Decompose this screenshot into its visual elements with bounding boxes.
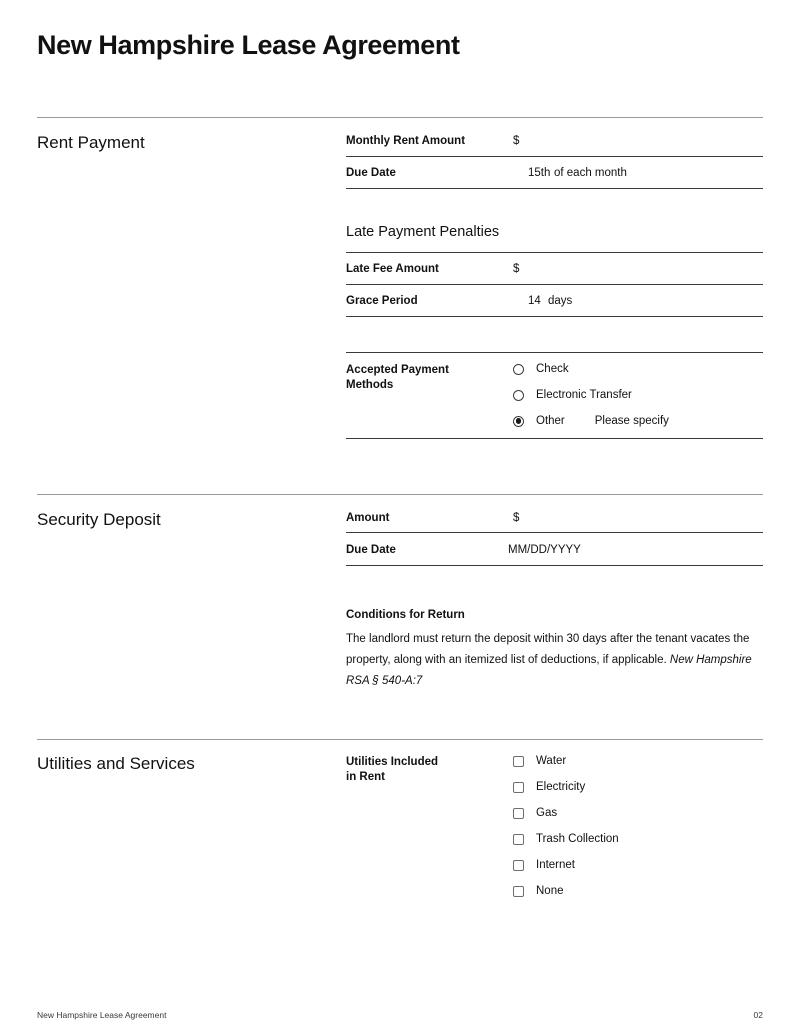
field-label-monthly-rent-amount: Monthly Rent Amount bbox=[346, 135, 466, 147]
radio-option-other[interactable] bbox=[513, 415, 669, 427]
radio-option-electronic-transfer[interactable] bbox=[513, 389, 632, 401]
field-label-utilities-included-line1: Utilities Included bbox=[346, 756, 439, 768]
checkbox-label-water: Water bbox=[536, 755, 567, 767]
section-divider-rent-payment bbox=[37, 117, 763, 118]
checkbox-option-internet[interactable] bbox=[513, 859, 575, 871]
field-underline-late-fee-amount bbox=[346, 284, 763, 285]
checkbox-icon-internet[interactable] bbox=[513, 860, 524, 871]
section-divider-utilities bbox=[37, 739, 763, 740]
field-value-deposit-amount[interactable]: $ bbox=[513, 512, 520, 524]
checkbox-option-none[interactable] bbox=[513, 885, 564, 897]
checkbox-option-electricity[interactable] bbox=[513, 781, 585, 793]
checkbox-icon-none[interactable] bbox=[513, 886, 524, 897]
page-title: New Hampshire Lease Agreement bbox=[37, 30, 460, 60]
checkbox-icon-electricity[interactable] bbox=[513, 782, 524, 793]
checkbox-icon-water[interactable] bbox=[513, 756, 524, 767]
field-underline-monthly-rent-amount bbox=[346, 156, 763, 157]
field-label-grace-period: Grace Period bbox=[346, 295, 418, 307]
checkbox-label-gas: Gas bbox=[536, 807, 558, 819]
conditions-statute-citation: New Hampshire RSA § 540-A:7 bbox=[346, 654, 752, 687]
checkbox-option-trash-collection[interactable] bbox=[513, 833, 619, 845]
field-label-accepted-payment-methods-line1: Accepted Payment bbox=[346, 364, 449, 376]
field-underline-deposit-amount bbox=[346, 532, 763, 533]
checkbox-icon-trash-collection[interactable] bbox=[513, 834, 524, 845]
field-value-rent-due-date[interactable]: 15th bbox=[528, 167, 551, 179]
subheading-late-payment-penalties: Late Payment Penalties bbox=[346, 224, 500, 240]
radio-option-check[interactable] bbox=[513, 363, 569, 375]
field-label-utilities-included-line2: in Rent bbox=[346, 771, 385, 783]
section-label-utilities-and-services: Utilities and Services bbox=[37, 754, 195, 773]
radio-icon-electronic-transfer[interactable] bbox=[513, 390, 524, 401]
checkbox-label-trash-collection: Trash Collection bbox=[536, 833, 619, 845]
field-label-rent-due-date: Due Date bbox=[346, 167, 396, 179]
field-underline-rent-due-date bbox=[346, 188, 763, 189]
field-underline-grace-period bbox=[346, 316, 763, 317]
field-label-late-fee-amount: Late Fee Amount bbox=[346, 263, 439, 275]
radio-other-specify-input[interactable]: Please specify bbox=[594, 415, 669, 427]
field-value-late-fee-amount[interactable]: $ bbox=[513, 263, 520, 275]
subheading-divider-late-payment bbox=[346, 252, 763, 253]
footer-document-name: New Hampshire Lease Agreement bbox=[37, 1010, 167, 1020]
checkbox-icon-gas[interactable] bbox=[513, 808, 524, 819]
field-value-deposit-due-date[interactable]: MM/DD/YYYY bbox=[508, 544, 581, 556]
radio-label-electronic-transfer: Electronic Transfer bbox=[536, 389, 632, 401]
radio-label-check: Check bbox=[536, 363, 569, 375]
divider-accepted-payment-methods bbox=[346, 352, 763, 353]
block-heading-conditions-for-return: Conditions for Return bbox=[346, 609, 465, 621]
section-label-rent-payment: Rent Payment bbox=[37, 133, 145, 152]
checkbox-label-internet: Internet bbox=[536, 859, 575, 871]
field-underline-deposit-due-date bbox=[346, 565, 763, 566]
footer-page-number: 02 bbox=[753, 1010, 763, 1020]
field-suffix-grace-period: days bbox=[548, 295, 573, 307]
field-label-accepted-payment-methods-line2: Methods bbox=[346, 379, 394, 391]
block-body-conditions-for-return bbox=[346, 629, 758, 692]
divider-payment-methods-bottom bbox=[346, 438, 763, 439]
radio-icon-other[interactable] bbox=[513, 416, 524, 427]
checkbox-option-water[interactable] bbox=[513, 755, 566, 767]
field-value-grace-period[interactable]: 14 bbox=[528, 295, 541, 307]
field-value-monthly-rent-amount[interactable]: $ bbox=[513, 135, 520, 147]
field-label-deposit-due-date: Due Date bbox=[346, 544, 396, 556]
checkbox-option-gas[interactable] bbox=[513, 807, 557, 819]
section-label-security-deposit: Security Deposit bbox=[37, 510, 161, 529]
radio-label-other: Other bbox=[536, 415, 565, 427]
section-divider-security-deposit bbox=[37, 494, 763, 495]
radio-icon-check[interactable] bbox=[513, 364, 524, 375]
field-suffix-rent-due-date: of each month bbox=[554, 167, 627, 179]
checkbox-label-electricity: Electricity bbox=[536, 781, 586, 793]
field-label-deposit-amount: Amount bbox=[346, 512, 390, 524]
conditions-body-text: The landlord must return the deposit within 30 days after the tenant vacates the property, along with an itemized list of deductions, if applicable. bbox=[346, 633, 750, 666]
checkbox-label-none: None bbox=[536, 885, 564, 897]
